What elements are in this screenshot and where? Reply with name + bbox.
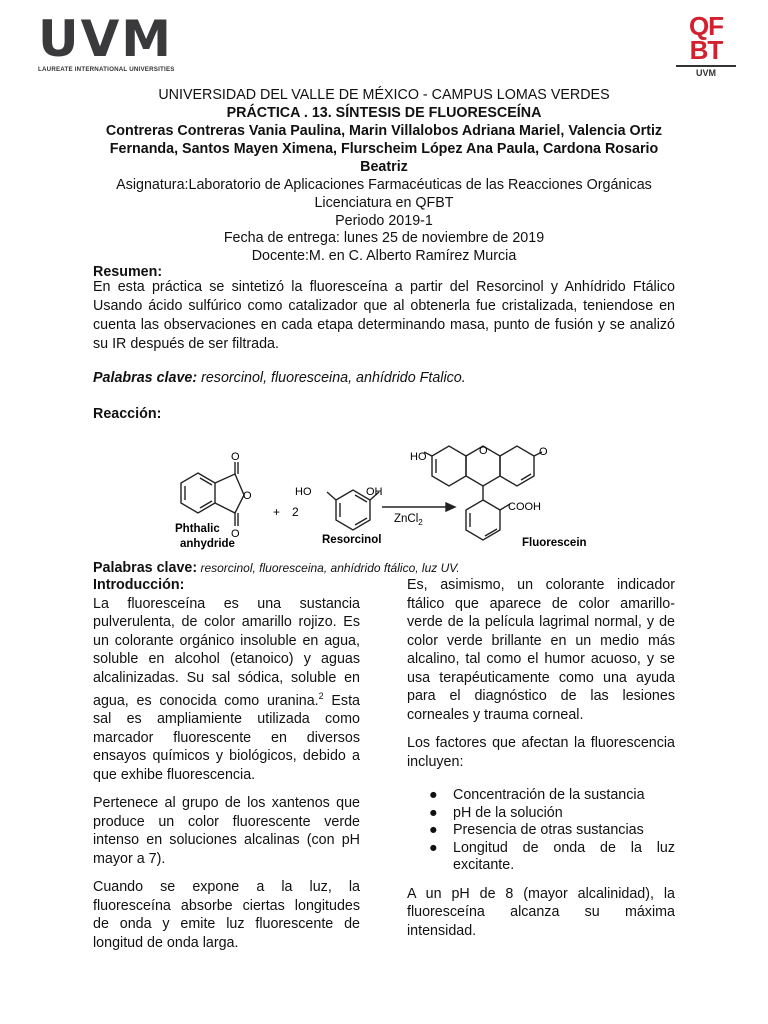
catalyst-label [394, 513, 423, 527]
phthalic-label-1: Phthalic [175, 523, 220, 535]
factor-text: Presencia de otras sustancias [453, 822, 644, 838]
ketone-oxygen: O [539, 446, 548, 458]
factors-list [407, 787, 675, 875]
intro-paragraph-2: Pertenece al grupo de los xantenos que produce un color fluorescente verde intenso en soluciones alcalinas (con pH mayor a 7). [93, 795, 360, 867]
list-item [407, 805, 675, 823]
anhydride-oxygen: O [243, 490, 252, 502]
right-paragraph-2: Los factores que afectan la fluorescencia incluyen: [407, 735, 675, 770]
xanthene-oxygen: O [479, 445, 488, 457]
keywords-text-1: resorcinol, fluoresceina, anhídrido Ftalico. [197, 370, 466, 386]
fluorescein-label: Fluorescein [522, 537, 587, 549]
list-item [407, 787, 675, 805]
uvm-logo [38, 10, 180, 76]
period: Periodo 2019-1 [335, 213, 433, 229]
resorcinol-ho-label: HO [295, 486, 312, 498]
list-item [407, 822, 675, 840]
intro-heading: Introducción: [93, 577, 185, 593]
bullet-icon: ● [429, 839, 438, 856]
right-paragraph-3: A un pH de 8 (mayor alcalinidad), la fluoresceína alcanza su máxima intensidad. [407, 885, 675, 939]
qfbt-logo-caption: UVM [696, 68, 716, 78]
summary-text: En esta práctica se sintetizó la fluoresceína a partir del Resorcinol y Anhídrido Ftálico Usando ácido sulfúrico como catalizador que al obtenerla fue cristalizada, teniendose en cuenta las observaciones en cada etapa determinando masa, punto de fusión y se analizó su IR después de ser filtrada. [93, 279, 675, 352]
qfbt-logo-divider [676, 65, 736, 67]
degree: Licenciatura en QFBT [314, 195, 454, 211]
reaction-heading: Reacción: [93, 406, 162, 422]
fluorescein-ho-label: HO [410, 451, 427, 463]
factor-text: Concentración de la sustancia [453, 787, 645, 803]
resorcinol-ring [336, 490, 370, 530]
bullet-icon: ● [429, 804, 438, 821]
intro-paragraph-1a: La fluoresceína es una sustancia pulverulenta, de color amarillo rojizo. Es un colorante orgánico insoluble en agua, soluble en alcohol (etanoico) y aguas alcalinizadas. Su sal sódica, soluble en agua, es conocida como uranina. [93, 595, 360, 709]
keywords-line-1 [93, 370, 466, 386]
resorcinol-oh-bond-left [327, 492, 336, 500]
bullet-icon: ● [429, 787, 438, 803]
phthalic-double-bond-2 [200, 478, 212, 485]
anhydride-ring [215, 474, 244, 513]
fluorescein-phenyl-ring [466, 500, 500, 540]
factor-text: pH de la solución [453, 804, 563, 821]
carbonyl-oxygen-top: O [231, 451, 240, 463]
keywords-text-2: resorcinol, fluoresceina, anhídrido ftálico, luz UV. [197, 561, 460, 575]
university-name: UNIVERSIDAD DEL VALLE DE MÉXICO - CAMPUS LOMAS VERDES [158, 87, 610, 103]
arrow-head [446, 503, 455, 511]
qfbt-logo [670, 11, 742, 90]
catalyst-subscript: 2 [418, 518, 423, 527]
cooh-label: COOH [508, 501, 541, 513]
qfbt-logo-bottom: BT [689, 35, 723, 65]
reaction-scheme [170, 440, 600, 552]
practice-title: PRÁCTICA . 13. SÍNTESIS DE FLUORESCEÍNA [226, 105, 542, 121]
list-item [407, 840, 675, 875]
phthalic-double-bond-3 [200, 501, 212, 508]
resorcinol-double-bond-3 [355, 518, 367, 525]
teacher: Docente:M. en C. Alberto Ramírez Murcia [251, 248, 517, 264]
factor-text: Longitud de onda de la luz excitante. [453, 839, 675, 873]
intro-paragraph-1b: Esta sal es ampliamiente utilizada como marcador fluorescente en diversos ensayos químicos y biológicos, debido a que exhibe fluorescencia. [93, 692, 360, 783]
summary-heading: Resumen: [93, 264, 163, 280]
phthalic-benzene-ring [181, 473, 215, 513]
phthalic-label-2: anhydride [180, 538, 235, 550]
authors: Contreras Contreras Vania Paulina, Marin Villalobos Adriana Mariel, Valencia Ortiz Fernanda, Santos Mayen Ximena, Flurscheim López Ana Paula, Cardona Rosario Beatriz [105, 123, 663, 175]
subject: Asignatura:Laboratorio de Aplicaciones Farmacéuticas de las Reacciones Orgánicas [116, 177, 652, 193]
uvm-logo-tagline: LAUREATE INTERNATIONAL UNIVERSITIES [38, 66, 175, 73]
uvm-logo-word: UVM [38, 10, 174, 68]
keywords-line-2 [93, 559, 460, 577]
xanthene-left-ring [432, 446, 466, 486]
keywords-label-1: Palabras clave: [93, 370, 198, 386]
right-paragraph-1: Es, asimismo, un colorante indicador ftálico que aparece de color amarillo-verde de la película lagrimal normal, y de color verde brillante en un medio más alcalino, tal como el humor acuoso, y se usa terapéuticamente como una ayuda para el diagnóstico de las lesiones corneales y trauma corneal. [407, 577, 675, 723]
plus-sign: + [273, 505, 281, 519]
right-column [407, 576, 675, 950]
intro-column [93, 576, 360, 962]
qfbt-logo-top: QF [688, 11, 724, 41]
catalyst-main: ZnCl [394, 513, 419, 525]
delivery-date: Fecha de entrega: lunes 25 de noviembre de 2019 [223, 230, 545, 246]
citation-superscript: 2 [318, 691, 324, 701]
coefficient: 2 [292, 505, 299, 519]
xanthene-right-ring [500, 446, 534, 486]
resorcinol-label: Resorcinol [322, 534, 382, 546]
intro-paragraph-1 [93, 595, 360, 785]
keywords-label-2: Palabras clave: [93, 560, 198, 576]
bullet-icon: ● [429, 822, 438, 838]
intro-paragraph-3: Cuando se expone a la luz, la fluoresceína absorbe ciertas longitudes de onda y emite luz fluorescente de longitud de onda larga. [93, 879, 360, 951]
resorcinol-oh-label: OH [366, 486, 383, 498]
carbonyl-oxygen-bottom: O [231, 528, 240, 540]
